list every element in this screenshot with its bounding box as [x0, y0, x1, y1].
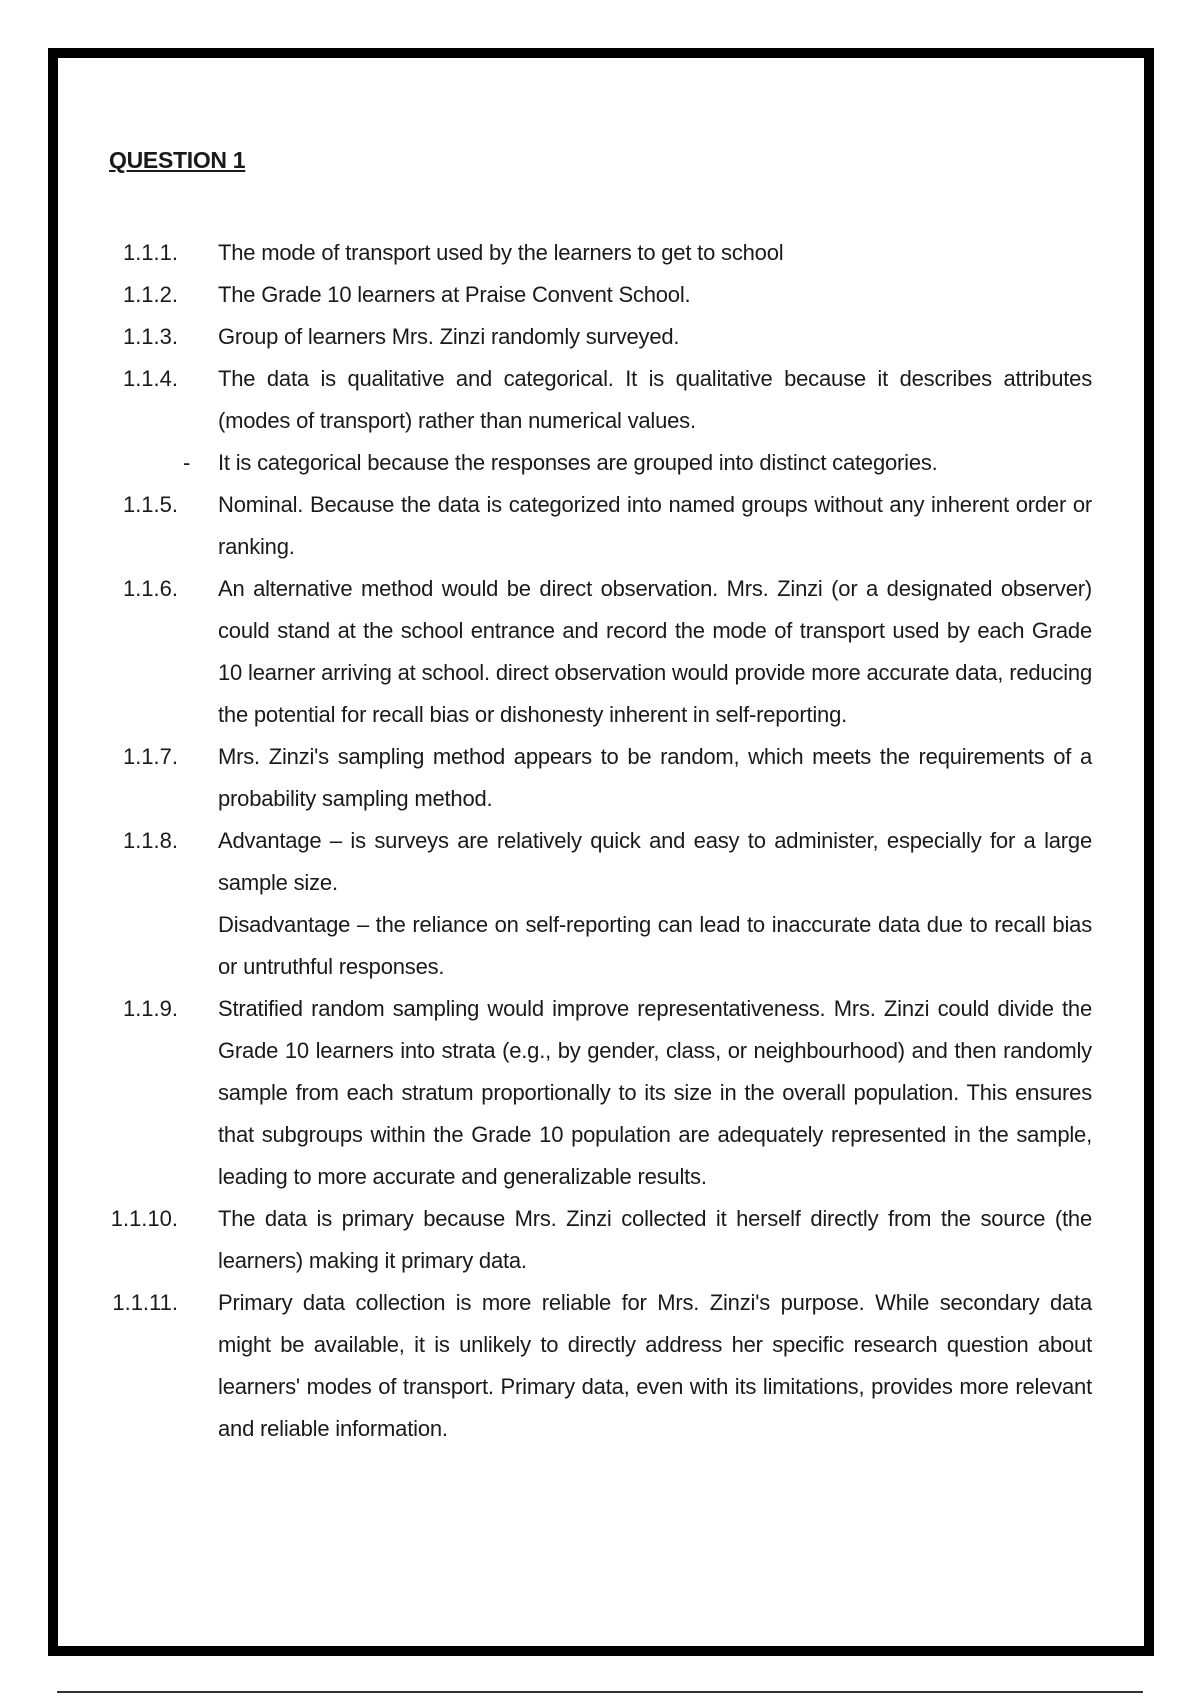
answer-text: Stratified random sampling would improve representativeness. Mrs. Zinzi could divide the Grade 10 learners into strata (e.g., by gender, class, or neighbourhood) and then randomly sample from each stratum proportionally to its size in the overall population. This ensures that subgroups within the Grade 10 population are adequately represented in the sample, leading to more accurate and generalizable results.: [218, 996, 1092, 1189]
answer-list: [0, 232, 1200, 1450]
answer-text: Nominal. Because the data is categorized into named groups without any inherent order or ranking.: [218, 492, 1092, 559]
answer-item: [0, 232, 1200, 274]
answer-number: 1.1.8.: [122, 828, 178, 853]
answer-text: Disadvantage – the reliance on self-reporting can lead to inaccurate data due to recall bias or untruthful responses.: [218, 912, 1092, 979]
answer-item: [0, 316, 1200, 358]
answer-text: An alternative method would be direct observation. Mrs. Zinzi (or a designated observer) could stand at the school entrance and record the mode of transport used by each Grade 10 learner arriving at school. direct observation would provide more accurate data, reducing the potential for recall bias or dishonesty inherent in self-reporting.: [218, 576, 1092, 727]
answer-item: [0, 484, 1200, 568]
answer-text: The mode of transport used by the learners to get to school: [218, 240, 784, 265]
answer-number: 1.1.6.: [122, 576, 178, 601]
answer-number: 1.1.3.: [122, 324, 178, 349]
answer-item: [0, 274, 1200, 316]
answer-item: [0, 736, 1200, 820]
answer-item: [0, 358, 1200, 442]
answer-text: Mrs. Zinzi's sampling method appears to be random, which meets the requirements of a probability sampling method.: [218, 744, 1092, 811]
answer-item: [0, 820, 1200, 904]
answer-text: The data is primary because Mrs. Zinzi collected it herself directly from the source (the learners) making it primary data.: [218, 1206, 1092, 1273]
answer-text: The Grade 10 learners at Praise Convent School.: [218, 282, 691, 307]
answer-text: It is categorical because the responses are grouped into distinct categories.: [218, 450, 938, 475]
answer-number: 1.1.1.: [122, 240, 178, 265]
answer-number: 1.1.9.: [122, 996, 178, 1021]
question-heading: QUESTION 1: [109, 147, 246, 173]
answer-number: 1.1.11.: [112, 1290, 178, 1315]
answer-number: 1.1.4.: [122, 366, 178, 391]
answer-item: [0, 988, 1200, 1198]
answer-text: Primary data collection is more reliable for Mrs. Zinzi's purpose. While secondary data might be available, it is unlikely to directly address her specific research question about learners' modes of transport. Primary data, even with its limitations, provides more relevant and reliable information.: [218, 1290, 1092, 1441]
answer-continuation: [0, 904, 1200, 988]
answer-item: [0, 568, 1200, 736]
answer-number: 1.1.5.: [122, 492, 178, 517]
bullet-dash: -: [183, 450, 191, 475]
answer-text: The data is qualitative and categorical. It is qualitative because it describes attributes (modes of transport) rather than numerical values.: [218, 366, 1092, 433]
answer-number: 1.1.7.: [122, 744, 178, 769]
answer-text: Group of learners Mrs. Zinzi randomly surveyed.: [218, 324, 680, 349]
answer-text: Advantage – is surveys are relatively quick and easy to administer, especially for a large sample size.: [218, 828, 1092, 895]
answer-number: 1.1.2.: [122, 282, 178, 307]
answer-number: 1.1.10.: [110, 1206, 178, 1231]
page-footer-rule: [57, 1691, 1143, 1693]
answer-subpoint: [0, 442, 1200, 484]
answer-item: [0, 1198, 1200, 1282]
answer-item: [0, 1282, 1200, 1450]
